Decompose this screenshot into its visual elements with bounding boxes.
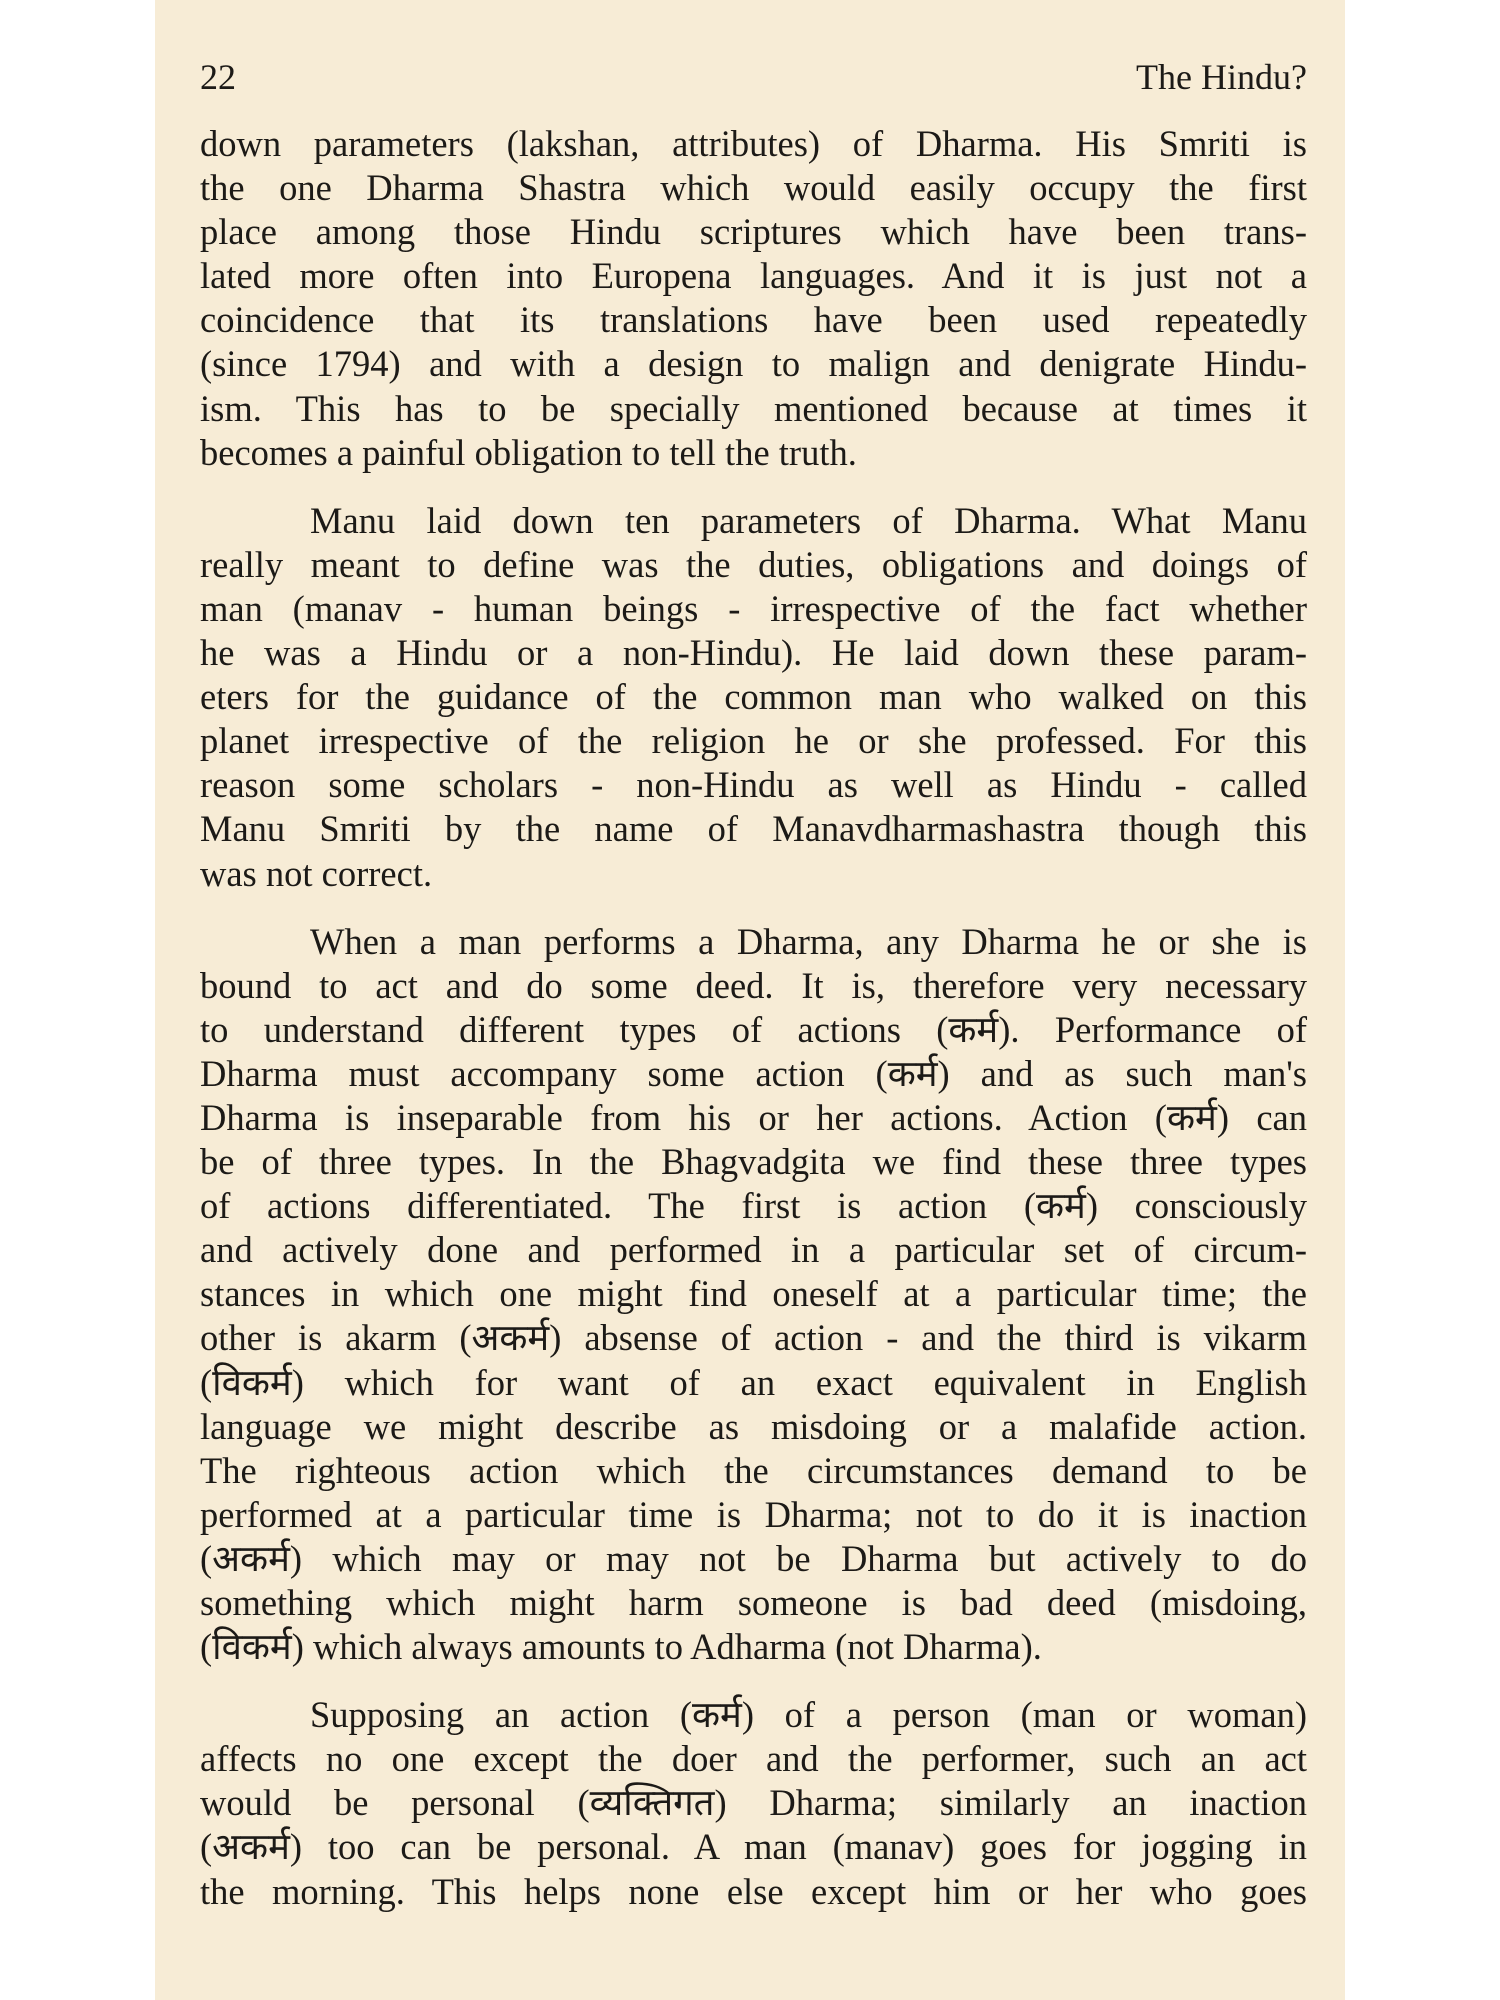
body-text xyxy=(200,122,1307,1914)
text-line: other is akarm (अकर्म) absense of action - and the third is vikarm xyxy=(200,1317,1307,1359)
text-line: Manu laid down ten parameters of Dharma. What Manu xyxy=(310,499,1307,541)
text-line: man (manav - human beings - irrespective of the fact whether xyxy=(200,587,1307,629)
text-line: (विकर्म) which always amounts to Adharma (not Dharma). xyxy=(200,1626,1042,1668)
text-line: would be personal (व्यक्तिगत) Dharma; similarly an inaction xyxy=(200,1782,1307,1824)
running-title: The Hindu? xyxy=(1136,57,1307,97)
text-line: really meant to define was the duties, obligations and doings of xyxy=(200,543,1307,585)
text-line: (अकर्म) too can be personal. A man (manav) goes for jogging in xyxy=(200,1826,1307,1868)
text-line: of actions differentiated. The first is action (कर्म) consciously xyxy=(200,1185,1307,1227)
text-line: The righteous action which the circumstances demand to be xyxy=(200,1449,1307,1491)
text-line: coincidence that its translations have been used repeatedly xyxy=(200,299,1307,341)
text-line: performed at a particular time is Dharma; not to do it is inaction xyxy=(200,1493,1307,1535)
text-line: Dharma is inseparable from his or her actions. Action (कर्म) can xyxy=(200,1096,1307,1138)
text-line: he was a Hindu or a non-Hindu). He laid down these param- xyxy=(200,632,1307,674)
text-line: Manu Smriti by the name of Manavdharmashastra though this xyxy=(200,808,1307,850)
text-line: planet irrespective of the religion he or she professed. For this xyxy=(200,720,1307,762)
text-line: was not correct. xyxy=(200,852,433,894)
text-line: be of three types. In the Bhagvadgita we find these three types xyxy=(200,1141,1307,1183)
text-line: bound to act and do some deed. It is, therefore very necessary xyxy=(200,964,1307,1006)
text-line: Supposing an action (कर्म) of a person (man or woman) xyxy=(310,1694,1307,1736)
paragraph-2 xyxy=(200,499,1307,896)
text-line: (since 1794) and with a design to malign and denigrate Hindu- xyxy=(200,343,1307,385)
text-line: language we might describe as misdoing or a malafide action. xyxy=(200,1405,1307,1447)
text-line: the morning. This helps none else except him or her who goes xyxy=(200,1870,1307,1912)
text-line: lated more often into Europena languages. And it is just not a xyxy=(200,255,1307,297)
paragraph-4 xyxy=(200,1693,1307,1913)
text-line: eters for the guidance of the common man who walked on this xyxy=(200,676,1307,718)
paragraph-1 xyxy=(200,122,1307,475)
page-header xyxy=(200,56,1307,98)
text-line: and actively done and performed in a particular set of circum- xyxy=(200,1229,1307,1271)
text-line: stances in which one might find oneself at a particular time; the xyxy=(200,1273,1307,1315)
text-line: ism. This has to be specially mentioned because at times it xyxy=(200,387,1307,429)
text-line: place among those Hindu scriptures which have been trans- xyxy=(200,211,1307,253)
text-line: (विकर्म) which for want of an exact equivalent in English xyxy=(200,1361,1307,1403)
page-number: 22 xyxy=(200,57,236,97)
book-page xyxy=(155,0,1345,2000)
text-line: When a man performs a Dharma, any Dharma he or she is xyxy=(310,920,1307,962)
text-line: to understand different types of actions (कर्म). Performance of xyxy=(200,1008,1307,1050)
text-line: the one Dharma Shastra which would easily occupy the first xyxy=(200,167,1307,209)
text-line: something which might harm someone is bad deed (misdoing, xyxy=(200,1582,1307,1623)
text-line: affects no one except the doer and the performer, such an act xyxy=(200,1738,1307,1780)
text-line: Dharma must accompany some action (कर्म) and as such man's xyxy=(200,1052,1307,1094)
text-line: (अकर्म) which may or may not be Dharma but actively to do xyxy=(200,1537,1307,1579)
text-line: reason some scholars - non-Hindu as well as Hindu - called xyxy=(200,764,1307,806)
text-line: becomes a painful obligation to tell the truth. xyxy=(200,431,857,473)
text-line: down parameters (lakshan, attributes) of Dharma. His Smriti is xyxy=(200,123,1307,164)
paragraph-3 xyxy=(200,920,1307,1670)
